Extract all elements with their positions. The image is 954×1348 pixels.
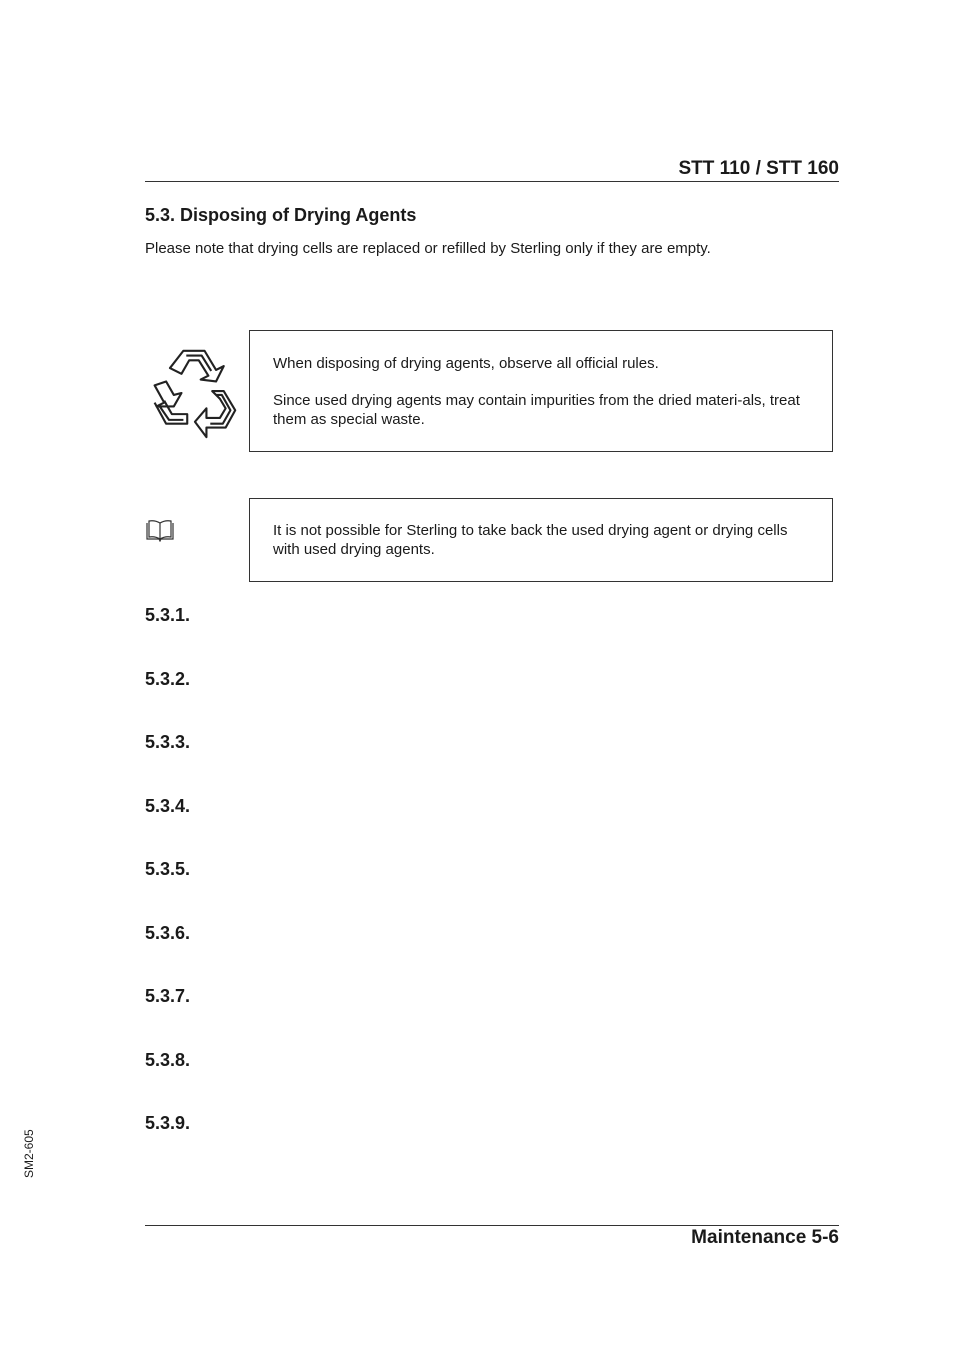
subsection-heading: 5.3.3. (145, 732, 191, 752)
note-paragraph: When disposing of drying agents, observe all official rules. (273, 355, 659, 372)
book-icon (145, 520, 175, 542)
page-header-title: STT 110 / STT 160 (678, 158, 839, 179)
subsection-heading: 5.3.7. (145, 986, 191, 1006)
recycle-icon (145, 345, 241, 441)
section-intro: Please note that drying cells are replaced or refilled by Sterling only if they are empty. (145, 240, 711, 257)
subsection-heading: 5.3.6. (145, 923, 191, 943)
subsection-heading: 5.3.9. (145, 1113, 191, 1133)
page-footer-title: Maintenance 5-6 (691, 1227, 839, 1248)
subsection-heading: 5.3.4. (145, 796, 191, 816)
subsection-heading: 5.3.2. (145, 669, 191, 689)
footer-rule (145, 1225, 839, 1226)
subsection-heading: 5.3.8. (145, 1050, 191, 1070)
subsection-heading: 5.3.1. (145, 605, 191, 625)
document-code: SM2-605 (22, 1129, 36, 1178)
header-rule (145, 181, 839, 182)
section-title: 5.3. Disposing of Drying Agents (145, 205, 417, 225)
disposal-note-box (249, 330, 833, 452)
take-back-note-box (249, 498, 833, 582)
subsection-heading: 5.3.5. (145, 859, 191, 879)
note-paragraph: It is not possible for Sterling to take back the used drying agent or drying cells with used drying agents. (273, 522, 788, 558)
note-paragraph: Since used drying agents may contain impurities from the dried materi-als, treat them as special waste. (273, 392, 800, 428)
